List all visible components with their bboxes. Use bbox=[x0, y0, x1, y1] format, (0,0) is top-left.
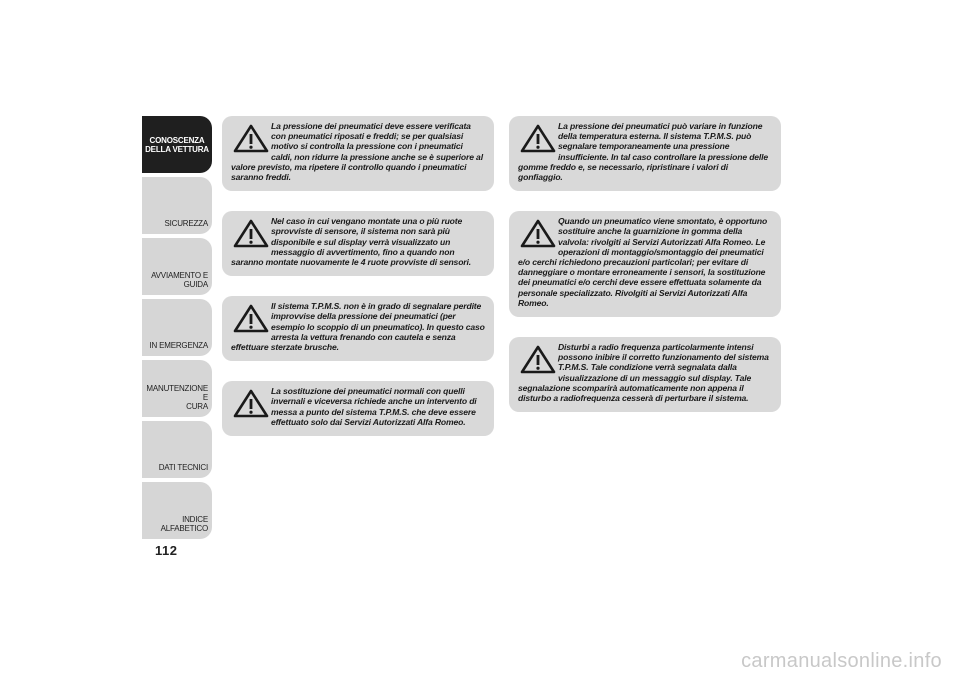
tab-label: DATI TECNICI bbox=[158, 463, 208, 472]
warning-box bbox=[509, 211, 781, 317]
warning-box bbox=[222, 116, 494, 191]
warnings-column-left bbox=[222, 116, 494, 456]
warning-box bbox=[509, 337, 781, 412]
warning-triangle-icon bbox=[231, 123, 271, 155]
tab-indice-alfabetico[interactable] bbox=[142, 482, 212, 539]
warning-box bbox=[222, 211, 494, 276]
section-tabs bbox=[142, 116, 212, 543]
warning-triangle-icon bbox=[231, 303, 271, 335]
warning-triangle-icon bbox=[518, 123, 558, 155]
page-number: 112 bbox=[155, 543, 178, 558]
tab-label: AVVIAMENTO E GUIDA bbox=[151, 271, 208, 289]
warning-text: La pressione dei pneumatici può variare in funzione della temperatura esterna. Il sistema T.P.M.S. può segnalare temporaneamente una pressione insufficiente. In tal caso controllare la pressione delle gomme freddo e, se necessario, ripristinare i valori di gonfiaggio. bbox=[518, 121, 769, 183]
tab-label: CONOSCENZA DELLA VETTURA bbox=[145, 135, 209, 154]
tab-label: IN EMERGENZA bbox=[149, 341, 208, 350]
tab-sicurezza[interactable] bbox=[142, 177, 212, 234]
warning-box bbox=[222, 296, 494, 361]
warning-box bbox=[509, 116, 781, 191]
warning-text: Nel caso in cui vengano montate una o più ruote sprovviste di sensore, il sistema non sarà più disponibile e sul display verrà visualizzato un messaggio di avvertimento, fino a quando non saranno montate nuovamente le 4 ruote provviste di sensori. bbox=[231, 216, 471, 268]
tab-manutenzione-e-cura[interactable] bbox=[142, 360, 212, 417]
tab-in-emergenza[interactable] bbox=[142, 299, 212, 356]
warning-text: Disturbi a radio frequenza particolarmente intensi possono inibire il corretto funzionamento del sistema T.P.M.S. Tale condizione verrà segnalata dalla visualizzazione di un messaggio sul display. Tale segnalazione scomparirà automaticamente non appena il disturbo a radiofrequenza cesserà di perturbare il sistema. bbox=[518, 342, 769, 404]
warning-text: La sostituzione dei pneumatici normali con quelli invernali e viceversa richiede anche un intervento di messa a punto del sistema T.P.M.S. che deve essere effettuato solo dai Servizi Autorizzati Alfa Romeo. bbox=[271, 386, 477, 427]
warning-text: La pressione dei pneumatici deve essere verificata con pneumatici riposati e freddi; se per qualsiasi motivo si controlla la pressione con i pneumatici caldi, non ridurre la pressione anche se è superiore al valore previsto, ma ripetere il controllo quando i pneumatici saranno freddi. bbox=[231, 121, 483, 183]
tab-label: SICUREZZA bbox=[164, 219, 208, 228]
tab-label: INDICE ALFABETICO bbox=[160, 515, 208, 533]
warning-text: Il sistema T.P.M.S. non è in grado di segnalare perdite improvvise della pressione dei pneumatici (per esempio lo scoppio di un pneumatico). In questo caso arresta la vettura frenando con cautela e senza effettuare sterzate brusche. bbox=[231, 301, 485, 353]
warning-text: Quando un pneumatico viene smontato, è opportuno sostituire anche la guarnizione in gomma della valvola: rivolgiti ai Servizi Autorizzati Alfa Romeo. Le operazioni di montaggio/smontaggio dei pneumatici e/o cerchi richiedono precauzioni particolari; per evitare di danneggiare o montare erroneamente i sensori, la sostituzione dei pneumatici e/o cerchi deve essere effettuata solamente da personale specializzato. Rivolgiti ai Servizi Autorizzati Alfa Romeo. bbox=[518, 216, 768, 308]
warning-triangle-icon bbox=[231, 218, 271, 250]
tab-label: MANUTENZIONE E CURA bbox=[146, 384, 208, 411]
warnings-column-right bbox=[509, 116, 781, 432]
warning-triangle-icon bbox=[518, 218, 558, 250]
warning-box bbox=[222, 381, 494, 436]
tab-avviamento-e-guida[interactable] bbox=[142, 238, 212, 295]
tab-dati-tecnici[interactable] bbox=[142, 421, 212, 478]
watermark: carmanualsonline.info bbox=[741, 650, 942, 672]
tab-conoscenza-della-vettura[interactable] bbox=[142, 116, 212, 173]
warning-triangle-icon bbox=[518, 344, 558, 376]
warning-triangle-icon bbox=[231, 388, 271, 420]
